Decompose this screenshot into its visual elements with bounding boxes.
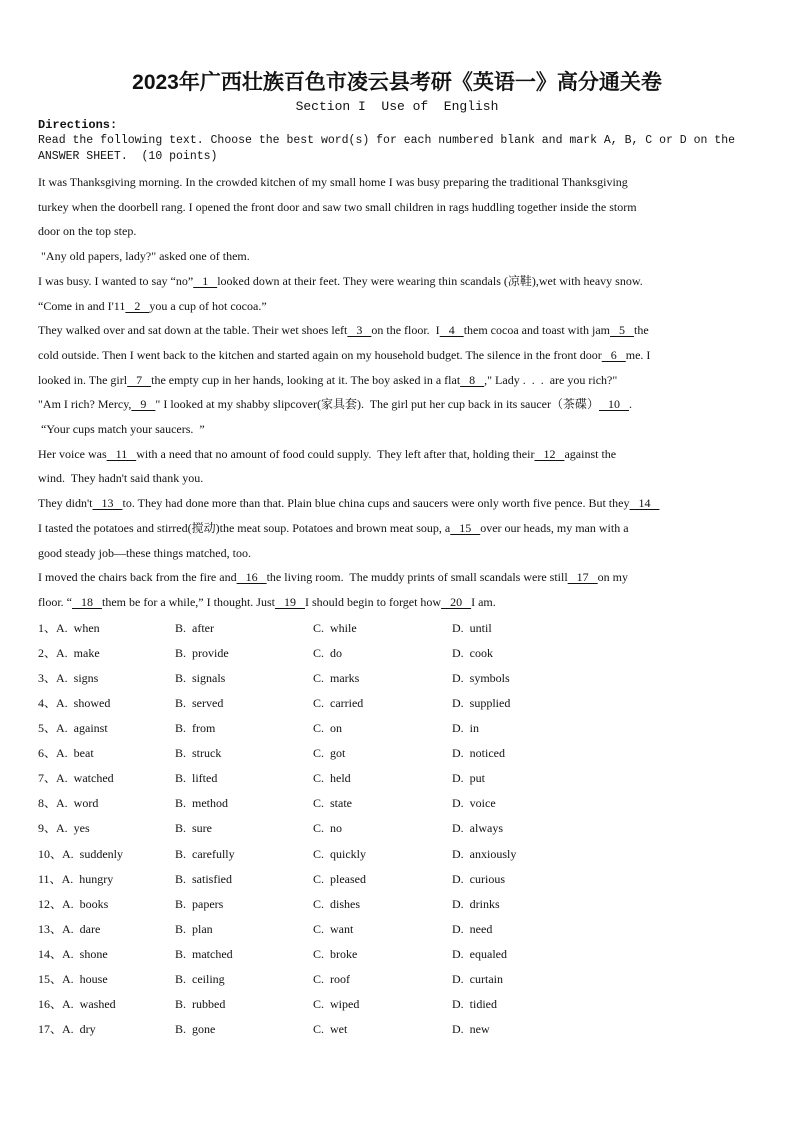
question-row [38, 842, 756, 867]
cloze-blank-18: 18 [72, 594, 102, 609]
question-number: 11、 [38, 871, 62, 886]
directions-label: Directions: [38, 118, 118, 132]
directions-line: ANSWER SHEET. (10 points) [38, 149, 218, 163]
question-option: 17、A. dry [38, 1022, 96, 1037]
question-option: 4、A. showed [38, 695, 111, 710]
question-row [38, 917, 756, 942]
question-number: 12、 [38, 896, 63, 911]
question-number: 3、 [38, 670, 57, 685]
question-option: C. held [313, 771, 351, 786]
cloze-blank-10: 10 [599, 397, 630, 412]
passage-line: It was Thanksgiving morning. In the crowded kitchen of my small home I was busy preparing the traditional Thanksgiving [38, 175, 628, 189]
question-option: B. lifted [175, 771, 218, 786]
question-option: 2、A. make [38, 645, 100, 660]
question-option: C. got [313, 746, 346, 761]
question-option: D. new [452, 1022, 490, 1037]
question-option: 12、A. books [38, 896, 109, 911]
cloze-blank-5: 5 [609, 323, 634, 338]
question-option: B. plan [175, 921, 213, 936]
question-row [38, 816, 756, 841]
question-option: B. after [175, 620, 214, 635]
question-option: B. rubbed [175, 997, 226, 1012]
question-option: B. sure [175, 821, 212, 836]
question-option: C. dishes [313, 896, 361, 911]
cloze-blank-1: 1 [193, 273, 218, 288]
question-option: 1、A. when [38, 620, 100, 635]
question-option: C. no [313, 821, 343, 836]
directions-line: Read the following text. Choose the best word(s) for each numbered blank and mark A, B, C or D on the [38, 134, 736, 147]
passage [38, 170, 756, 615]
cloze-blank-14: 14 [629, 496, 660, 511]
cloze-blank-11: 11 [106, 446, 137, 461]
cloze-blank-19: 19 [274, 594, 305, 609]
question-option: D. tidied [452, 997, 497, 1012]
question-number: 17、 [38, 1022, 63, 1037]
question-row [38, 716, 756, 741]
question-row [38, 641, 756, 666]
question-row [38, 791, 756, 816]
question-option: 5、A. against [38, 721, 108, 736]
cloze-blank-17: 17 [567, 570, 598, 585]
passage-line: "Any old papers, lady?" asked one of them. [38, 249, 250, 264]
question-option: 15、A. house [38, 971, 108, 986]
cloze-blank-7: 7 [127, 372, 152, 387]
section-heading: Section I Use of English [295, 99, 499, 114]
question-number: 9、 [38, 821, 57, 836]
question-number: 7、 [38, 771, 57, 786]
question-option: C. pleased [313, 871, 366, 886]
question-option: D. anxiously [452, 846, 517, 861]
question-option: D. put [452, 771, 485, 786]
question-option: D. in [452, 721, 479, 736]
question-option: D. voice [452, 796, 496, 811]
question-option: 8、A. word [38, 796, 99, 811]
question-option: D. equaled [452, 946, 507, 961]
question-option: B. from [175, 721, 216, 736]
question-option: 14、A. shone [38, 946, 108, 961]
cloze-blank-13: 13 [92, 496, 123, 511]
question-option: 9、A. yes [38, 821, 90, 836]
questions-list [38, 616, 756, 1043]
cloze-blank-4: 4 [439, 323, 464, 338]
question-option: D. noticed [452, 746, 505, 761]
cloze-blank-3: 3 [347, 323, 372, 338]
question-option: C. state [313, 796, 352, 811]
question-option: D. until [452, 620, 492, 635]
question-option: C. quickly [313, 846, 366, 861]
passage-line: Her voice was 11 with a need that no amount of food could supply. They left after that, holding their 12 against the [38, 446, 617, 461]
question-option: C. carried [313, 695, 364, 710]
cloze-blank-20: 20 [441, 594, 472, 609]
question-number: 13、 [38, 921, 63, 936]
question-row [38, 766, 756, 791]
passage-line: cold outside. Then I went back to the kitchen and started again on my household budget. The silence in the front door 6 me. I [38, 347, 651, 362]
question-option: B. papers [175, 896, 224, 911]
cloze-blank-8: 8 [460, 372, 485, 387]
question-option: D. need [452, 921, 493, 936]
question-option: B. satisfied [175, 871, 232, 886]
cloze-blank-15: 15 [450, 520, 481, 535]
cloze-blank-9: 9 [131, 397, 156, 412]
passage-line: "Am I rich? Mercy, 9 " I looked at my shabby slipcover(家具套). The girl put her cup back in its saucer（茶碟） 10 . [38, 397, 633, 412]
question-option: C. roof [313, 971, 350, 986]
passage-line: “Come in and I'11 2 you a cup of hot cocoa.” [38, 298, 267, 313]
question-option: C. wiped [313, 997, 360, 1012]
question-row [38, 741, 756, 766]
question-option: C. want [313, 921, 354, 936]
question-option: B. provide [175, 645, 229, 660]
cloze-blank-16: 16 [236, 570, 267, 585]
question-option: C. while [313, 620, 357, 635]
page-title: 2023年广西壮族百色市凌云县考研《英语一》高分通关卷 [132, 71, 662, 94]
question-row [38, 892, 756, 917]
question-row [38, 942, 756, 967]
passage-line: wind. They hadn't said thank you. [38, 471, 204, 486]
question-row [38, 992, 756, 1017]
question-option: C. wet [313, 1022, 348, 1037]
question-option: C. do [313, 645, 343, 660]
question-option: 13、A. dare [38, 921, 101, 936]
question-number: 2、 [38, 645, 57, 660]
question-number: 14、 [38, 946, 63, 961]
question-number: 10、 [38, 846, 63, 861]
question-number: 5、 [38, 721, 57, 736]
question-row [38, 967, 756, 992]
question-row [38, 616, 756, 641]
question-option: B. matched [175, 946, 233, 961]
passage-line: They walked over and sat down at the table. Their wet shoes left 3 on the floor. I 4 them cocoa and toast with jam 5 the [38, 323, 649, 338]
question-row [38, 867, 756, 892]
passage-line: I moved the chairs back from the fire and 16 the living room. The muddy prints of small scandals were still 17 on my [38, 570, 629, 585]
question-option: D. always [452, 821, 503, 836]
question-option: D. curious [452, 871, 505, 886]
question-option: B. method [175, 796, 228, 811]
question-option: C. marks [313, 670, 360, 685]
question-option: D. supplied [452, 695, 511, 710]
question-option: 10、A. suddenly [38, 846, 124, 861]
question-option: D. symbols [452, 670, 510, 685]
passage-line: looked in. The girl 7 the empty cup in her hands, looking at it. The boy asked in a flat 8 ," Lady . . . are you rich?" [38, 372, 618, 387]
question-option: 7、A. watched [38, 771, 114, 786]
cloze-blank-12: 12 [534, 446, 565, 461]
question-option: D. curtain [452, 971, 503, 986]
directions-text [38, 133, 756, 164]
question-option: C. on [313, 721, 343, 736]
question-number: 16、 [38, 997, 63, 1012]
question-number: 4、 [38, 695, 57, 710]
question-option: 6、A. beat [38, 746, 94, 761]
question-option: C. broke [313, 946, 358, 961]
question-option: B. ceiling [175, 971, 225, 986]
passage-line: I tasted the potatoes and stirred(搅动)the meat soup. Potatoes and brown meat soup, a 15 over our heads, my man with a [38, 520, 629, 535]
passage-line: turkey when the doorbell rang. I opened the front door and saw two small children in rags huddling together inside the storm [38, 199, 637, 214]
question-option: 16、A. washed [38, 997, 116, 1012]
question-option: D. cook [452, 645, 493, 660]
question-option: B. carefully [175, 846, 235, 861]
question-option: D. drinks [452, 896, 500, 911]
cloze-blank-2: 2 [125, 298, 150, 313]
question-number: 1、 [38, 620, 57, 635]
question-option: B. signals [175, 670, 226, 685]
passage-line: floor. “ 18 them be for a while,” I thought. Just 19 I should begin to forget how 20 I am. [38, 594, 496, 609]
question-option: 11、A. hungry [38, 871, 114, 886]
question-option: 3、A. signs [38, 670, 99, 685]
question-number: 15、 [38, 971, 63, 986]
question-option: B. served [175, 695, 224, 710]
question-number: 6、 [38, 746, 57, 761]
passage-line: door on the top step. [38, 224, 137, 239]
passage-line: “Your cups match your saucers. ” [38, 422, 205, 437]
passage-line: good steady job—these things matched, too. [38, 545, 251, 560]
question-row [38, 691, 756, 716]
question-option: B. struck [175, 746, 222, 761]
question-row [38, 1017, 756, 1042]
cloze-blank-6: 6 [601, 347, 626, 362]
passage-line: I was busy. I wanted to say “no” 1 looked down at their feet. They were wearing thin scandals (凉鞋),wet with heavy snow. [38, 273, 643, 288]
question-row [38, 666, 756, 691]
question-option: B. gone [175, 1022, 216, 1037]
question-number: 8、 [38, 796, 57, 811]
passage-line: They didn't 13 to. They had done more than that. Plain blue china cups and saucers were only worth five pence. But they 14 [38, 496, 660, 511]
